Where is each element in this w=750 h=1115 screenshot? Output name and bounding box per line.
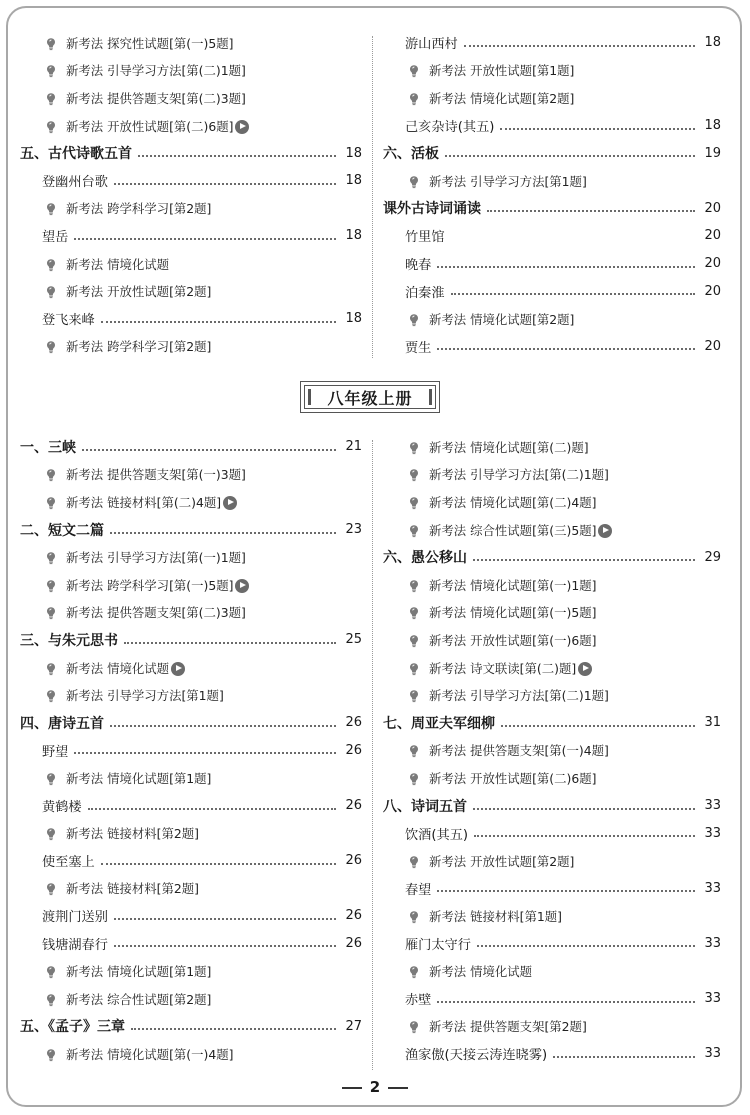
- toc-note-entry: [20, 875, 362, 903]
- lightbulb-icon: [407, 965, 421, 979]
- toc-page-number: 20: [704, 228, 721, 244]
- lightbulb-icon: [44, 92, 58, 106]
- toc-entry-title: 二、短文二篇: [20, 522, 104, 539]
- lightbulb-icon: [44, 827, 58, 841]
- lightbulb-icon: [407, 524, 421, 538]
- toc-entry-title: 新考法 提供答题支架[第(一)3题]: [66, 467, 246, 483]
- toc-item-entry: [383, 112, 721, 140]
- lightbulb-icon: [407, 744, 421, 758]
- lightbulb-icon: [407, 496, 421, 510]
- toc-note-entry: [383, 1012, 721, 1040]
- dot-leader: [445, 155, 695, 157]
- toc-entry-title: 八、诗词五首: [383, 798, 467, 815]
- lightbulb-icon: [407, 634, 421, 648]
- toc-entry-title: 新考法 情境化试题[第(一)5题]: [429, 605, 597, 621]
- toc-note-entry: [383, 167, 721, 195]
- toc-page-number: 19: [704, 145, 721, 161]
- toc-entry-title: 春望: [405, 882, 432, 898]
- toc-page-number: 26: [345, 742, 362, 758]
- lightbulb-icon: [44, 258, 58, 272]
- lightbulb-icon: [407, 441, 421, 455]
- lightbulb-icon: [407, 910, 421, 924]
- toc-entry-title: 新考法 综合性试题[第(三)5题]: [429, 522, 597, 538]
- toc-item-entry: [20, 167, 362, 195]
- toc-entry-title: 五、《孟子》三章: [20, 1019, 125, 1036]
- toc-item-entry: [20, 222, 362, 250]
- lightbulb-icon: [44, 340, 58, 354]
- lightbulb-icon: [407, 579, 421, 593]
- toc-page-number: 18: [345, 311, 362, 327]
- toc-note-entry: [383, 599, 721, 627]
- toc-entry-title: 一、三峡: [20, 439, 76, 456]
- toc-entry-title: 钱塘湖春行: [42, 937, 108, 953]
- toc-page-number: 23: [345, 522, 362, 538]
- toc-entry-title: 新考法 诗文联读[第(二)题]: [429, 660, 577, 676]
- toc-entry-title: 新考法 探究性试题[第(一)5题]: [66, 35, 234, 51]
- toc-note-entry: [383, 957, 721, 985]
- toc-entry-title: 竹里馆: [405, 230, 445, 246]
- toc-entry-title: 泊秦淮: [405, 285, 445, 301]
- toc-entry-title: 新考法 情境化试题[第1题]: [66, 964, 212, 980]
- toc-page-number: 18: [345, 228, 362, 244]
- toc-entry-title: 新考法 链接材料[第2题]: [66, 826, 200, 842]
- toc-note-entry: [20, 819, 362, 847]
- toc-page-number: 26: [345, 798, 362, 814]
- toc-item-entry: [383, 333, 721, 361]
- toc-note-entry: [20, 333, 362, 361]
- play-circle-icon[interactable]: [235, 120, 249, 134]
- lightbulb-icon: [407, 468, 421, 482]
- toc-entry-title: 新考法 跨学科学习[第2题]: [66, 339, 212, 355]
- toc-entry-title: 六、愚公移山: [383, 550, 467, 567]
- toc-entry-title: 课外古诗词诵读: [383, 201, 481, 218]
- toc-entry-title: 赤壁: [405, 993, 432, 1009]
- toc-note-entry: [383, 305, 721, 333]
- dot-leader: [101, 863, 336, 865]
- toc-entry-title: 新考法 提供答题支架[第(二)3题]: [66, 605, 246, 621]
- toc-entry-title: 新考法 情境化试题: [66, 660, 170, 676]
- toc-entry-title: 新考法 引导学习方法[第(二)1题]: [429, 688, 609, 704]
- grade-title: 八年级上册: [327, 388, 413, 408]
- toc-note-entry: [20, 195, 362, 223]
- toc-page-number: 31: [704, 715, 721, 731]
- toc-entry-title: 新考法 开放性试题[第2题]: [429, 853, 575, 869]
- toc-page-number: 18: [704, 35, 721, 51]
- toc-page-number: 26: [345, 715, 362, 731]
- lightbulb-icon: [44, 579, 58, 593]
- dot-leader: [114, 945, 336, 947]
- toc-entry-title: 晚春: [405, 258, 432, 274]
- lightbulb-icon: [44, 689, 58, 703]
- toc-entry-title: 新考法 引导学习方法[第(一)1题]: [66, 550, 246, 566]
- column-divider-lower: [372, 440, 373, 1070]
- toc-page-number: 33: [704, 880, 721, 896]
- toc-note-entry: [383, 681, 721, 709]
- toc-upper-right-column: [383, 29, 721, 360]
- toc-item-entry: [20, 305, 362, 333]
- toc-page-number: 27: [345, 1018, 362, 1034]
- toc-section-entry: [383, 792, 721, 820]
- lightbulb-icon: [407, 606, 421, 620]
- toc-note-entry: [383, 488, 721, 516]
- toc-page-number: 18: [345, 173, 362, 189]
- toc-section-entry: [20, 626, 362, 654]
- toc-section-entry: [383, 709, 721, 737]
- toc-page-number: 18: [345, 145, 362, 161]
- toc-entry-title: 新考法 情境化试题[第2题]: [429, 311, 575, 327]
- toc-section-entry: [383, 195, 721, 223]
- toc-page-number: 20: [704, 200, 721, 216]
- toc-note-entry: [383, 654, 721, 682]
- toc-entry-title: 使至塞上: [42, 855, 95, 871]
- page-number-dash-left: [342, 1087, 362, 1089]
- toc-entry-title: 四、唐诗五首: [20, 715, 104, 732]
- toc-section-entry: [20, 516, 362, 544]
- play-circle-icon[interactable]: [598, 524, 612, 538]
- toc-note-entry: [20, 84, 362, 112]
- lightbulb-icon: [44, 772, 58, 786]
- toc-note-entry: [383, 764, 721, 792]
- lightbulb-icon: [44, 120, 58, 134]
- dot-leader: [110, 532, 336, 534]
- toc-page-number: 33: [704, 991, 721, 1007]
- toc-note-entry: [20, 654, 362, 682]
- toc-note-entry: [20, 29, 362, 57]
- toc-entry-title: 新考法 情境化试题[第1题]: [66, 770, 212, 786]
- dot-leader: [487, 210, 695, 212]
- dot-leader: [88, 808, 336, 810]
- toc-note-entry: [20, 250, 362, 278]
- lightbulb-icon: [44, 496, 58, 510]
- toc-entry-title: 新考法 跨学科学习[第(一)5题]: [66, 577, 234, 593]
- toc-entry-title: 游山西村: [405, 37, 458, 53]
- toc-note-entry: [20, 764, 362, 792]
- toc-entry-title: 七、周亚夫军细柳: [383, 715, 495, 732]
- toc-section-entry: [383, 543, 721, 571]
- toc-note-entry: [20, 57, 362, 85]
- dot-leader: [477, 945, 695, 947]
- toc-note-entry: [383, 57, 721, 85]
- dot-leader: [451, 238, 695, 240]
- toc-item-entry: [20, 902, 362, 930]
- toc-note-entry: [20, 112, 362, 140]
- toc-note-entry: [383, 626, 721, 654]
- toc-item-entry: [20, 930, 362, 958]
- toc-note-entry: [20, 681, 362, 709]
- lightbulb-icon: [407, 175, 421, 189]
- toc-item-entry: [383, 29, 721, 57]
- toc-entry-title: 新考法 引导学习方法[第(二)1题]: [429, 467, 609, 483]
- toc-entry-title: 新考法 开放性试题[第1题]: [429, 63, 575, 79]
- dot-leader: [437, 348, 695, 350]
- toc-entry-title: 五、古代诗歌五首: [20, 146, 132, 163]
- toc-entry-title: 饮酒(其五): [405, 827, 469, 843]
- toc-item-entry: [383, 277, 721, 305]
- dot-leader: [74, 238, 336, 240]
- toc-entry-title: 新考法 综合性试题[第2题]: [66, 991, 212, 1007]
- toc-page-number: 26: [345, 935, 362, 951]
- toc-note-entry: [20, 571, 362, 599]
- toc-page-number: 18: [704, 118, 721, 134]
- toc-item-entry: [383, 819, 721, 847]
- toc-entry-title: 新考法 提供答题支架[第(一)4题]: [429, 743, 609, 759]
- toc-page-number: 33: [704, 825, 721, 841]
- lightbulb-icon: [44, 37, 58, 51]
- lightbulb-icon: [44, 662, 58, 676]
- toc-entry-title: 新考法 情境化试题[第(一)1题]: [429, 577, 597, 593]
- toc-item-entry: [383, 930, 721, 958]
- toc-entry-title: 登幽州台歌: [42, 175, 108, 191]
- column-divider-upper: [372, 36, 373, 358]
- toc-entry-title: 新考法 开放性试题[第(二)6题]: [429, 770, 597, 786]
- toc-section-entry: [383, 139, 721, 167]
- toc-entry-title: 渡荆门送别: [42, 910, 108, 926]
- lightbulb-icon: [407, 662, 421, 676]
- dot-leader: [437, 266, 695, 268]
- toc-entry-title: 新考法 跨学科学习[第2题]: [66, 201, 212, 217]
- toc-page-number: 33: [704, 935, 721, 951]
- dot-leader: [437, 1001, 695, 1003]
- toc-note-entry: [20, 488, 362, 516]
- toc-entry-title: 新考法 情境化试题[第(二)题]: [429, 439, 589, 455]
- toc-item-entry: [20, 737, 362, 765]
- toc-entry-title: 黄鹤楼: [42, 800, 82, 816]
- toc-item-entry: [383, 222, 721, 250]
- toc-page-number: 25: [345, 632, 362, 648]
- toc-entry-title: 新考法 引导学习方法[第1题]: [66, 688, 224, 704]
- toc-entry-title: 新考法 引导学习方法[第1题]: [429, 173, 587, 189]
- dot-leader: [110, 725, 336, 727]
- toc-note-entry: [383, 571, 721, 599]
- dot-leader: [114, 918, 336, 920]
- toc-note-entry: [383, 902, 721, 930]
- lightbulb-icon: [44, 285, 58, 299]
- toc-entry-title: 三、与朱元思书: [20, 632, 118, 649]
- toc-note-entry: [20, 277, 362, 305]
- toc-page-number: 33: [704, 798, 721, 814]
- play-circle-icon[interactable]: [578, 662, 592, 676]
- toc-upper-left-column: [20, 29, 362, 360]
- page-number-dash-right: [388, 1087, 408, 1089]
- toc-entry-title: 新考法 提供答题支架[第2题]: [429, 1019, 587, 1035]
- toc-entry-title: 雁门太守行: [405, 937, 471, 953]
- dot-leader: [474, 835, 695, 837]
- toc-entry-title: 新考法 情境化试题[第(一)4题]: [66, 1046, 234, 1062]
- lightbulb-icon: [44, 882, 58, 896]
- toc-page-number: 26: [345, 853, 362, 869]
- toc-entry-title: 新考法 链接材料[第2题]: [66, 881, 200, 897]
- play-circle-icon[interactable]: [223, 496, 237, 510]
- lightbulb-icon: [44, 64, 58, 78]
- toc-entry-title: 新考法 链接材料[第(二)4题]: [66, 494, 222, 510]
- toc-entry-title: 新考法 链接材料[第1题]: [429, 908, 563, 924]
- dot-leader: [473, 559, 695, 561]
- lightbulb-icon: [407, 64, 421, 78]
- page-number: [0, 1078, 750, 1096]
- lightbulb-icon: [44, 202, 58, 216]
- toc-entry-title: 新考法 情境化试题[第(二)4题]: [429, 494, 597, 510]
- toc-item-entry: [383, 1040, 721, 1068]
- toc-entry-title: 新考法 提供答题支架[第(二)3题]: [66, 90, 246, 106]
- lightbulb-icon: [44, 1048, 58, 1062]
- dot-leader: [114, 183, 336, 185]
- toc-entry-title: 新考法 情境化试题: [429, 964, 533, 980]
- toc-section-entry: [20, 433, 362, 461]
- lightbulb-icon: [407, 1020, 421, 1034]
- toc-page-number: 33: [704, 1046, 721, 1062]
- toc-page-number: 20: [704, 256, 721, 272]
- toc-note-entry: [383, 516, 721, 544]
- dot-leader: [473, 808, 695, 810]
- toc-entry-title: 新考法 开放性试题[第2题]: [66, 284, 212, 300]
- toc-entry-title: 望岳: [42, 230, 69, 246]
- toc-entry-title: 渔家傲(天接云涛连晓雾): [405, 1048, 548, 1064]
- toc-page-number: 20: [704, 283, 721, 299]
- toc-section-entry: [20, 139, 362, 167]
- toc-note-entry: [383, 461, 721, 489]
- toc-entry-title: 新考法 开放性试题[第(一)6题]: [429, 632, 597, 648]
- toc-item-entry: [383, 250, 721, 278]
- toc-page-number: 26: [345, 908, 362, 924]
- toc-section-entry: [20, 1012, 362, 1040]
- toc-entry-title: 新考法 引导学习方法[第(二)1题]: [66, 63, 246, 79]
- toc-note-entry: [20, 1040, 362, 1068]
- toc-note-entry: [20, 543, 362, 571]
- dot-leader: [101, 321, 336, 323]
- toc-note-entry: [20, 957, 362, 985]
- toc-page-number: 20: [704, 338, 721, 354]
- lightbulb-icon: [407, 92, 421, 106]
- lightbulb-icon: [407, 855, 421, 869]
- toc-note-entry: [20, 599, 362, 627]
- toc-note-entry: [383, 847, 721, 875]
- toc-item-entry: [20, 792, 362, 820]
- lightbulb-icon: [44, 468, 58, 482]
- dot-leader: [124, 642, 336, 644]
- toc-entry-title: 贾生: [405, 340, 432, 356]
- toc-entry-title: 新考法 情境化试题: [66, 256, 170, 272]
- toc-note-entry: [383, 433, 721, 461]
- toc-entry-title: 六、活板: [383, 146, 439, 163]
- toc-entry-title: 登飞来峰: [42, 313, 95, 329]
- dot-leader: [82, 449, 336, 451]
- play-circle-icon[interactable]: [235, 579, 249, 593]
- lightbulb-icon: [44, 606, 58, 620]
- toc-page-number: 21: [345, 439, 362, 455]
- dot-leader: [553, 1056, 695, 1058]
- toc-page-number: 29: [704, 549, 721, 565]
- toc-entry-title: 己亥杂诗(其五): [405, 120, 495, 136]
- toc-section-entry: [20, 709, 362, 737]
- dot-leader: [437, 890, 695, 892]
- toc-item-entry: [20, 847, 362, 875]
- toc-lower-left-column: [20, 433, 362, 1068]
- lightbulb-icon: [44, 993, 58, 1007]
- dot-leader: [451, 293, 695, 295]
- toc-lower-right-column: [383, 433, 721, 1068]
- lightbulb-icon: [407, 772, 421, 786]
- page-number-value: 2: [369, 1078, 381, 1096]
- toc-note-entry: [383, 84, 721, 112]
- toc-note-entry: [20, 985, 362, 1013]
- grade-title-banner: [300, 381, 440, 413]
- dot-leader: [500, 128, 695, 130]
- dot-leader: [131, 1028, 336, 1030]
- toc-note-entry: [20, 461, 362, 489]
- lightbulb-icon: [407, 689, 421, 703]
- toc-item-entry: [383, 985, 721, 1013]
- lightbulb-icon: [407, 313, 421, 327]
- toc-note-entry: [383, 737, 721, 765]
- lightbulb-icon: [44, 965, 58, 979]
- dot-leader: [74, 752, 336, 754]
- lightbulb-icon: [44, 551, 58, 565]
- toc-item-entry: [383, 875, 721, 903]
- dot-leader: [464, 45, 695, 47]
- dot-leader: [501, 725, 695, 727]
- toc-entry-title: 野望: [42, 744, 69, 760]
- toc-entry-title: 新考法 开放性试题[第(二)6题]: [66, 118, 234, 134]
- dot-leader: [138, 155, 336, 157]
- play-circle-icon[interactable]: [171, 662, 185, 676]
- toc-entry-title: 新考法 情境化试题[第2题]: [429, 90, 575, 106]
